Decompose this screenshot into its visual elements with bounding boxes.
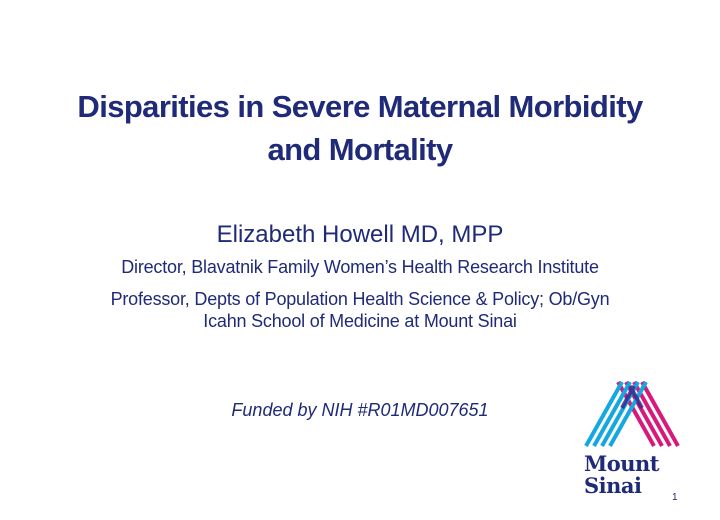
funding-note: Funded by NIH #R01MD007651 (231, 400, 489, 420)
affiliation-professor: Professor, Depts of Population Health Science & Policy; Ob/Gyn (110, 289, 610, 309)
mount-sinai-logo-icon (578, 378, 688, 450)
page-number: 1 (672, 492, 678, 503)
mount-sinai-logo (578, 378, 688, 508)
logo-line-2: Sinai (584, 473, 642, 498)
presenter-name: Elizabeth Howell MD, MPP (216, 221, 504, 248)
title-line-2: and Mortality (267, 132, 453, 167)
logo-line-1: Mount (584, 451, 659, 476)
affiliation-director: Director, Blavatnik Family Women’s Health Research Institute (121, 257, 599, 277)
title-line-1: Disparities in Severe Maternal Morbidity (77, 89, 643, 124)
logo-wordmark (584, 453, 659, 497)
slide-title (20, 85, 700, 171)
affiliation-school: Icahn School of Medicine at Mount Sinai (203, 311, 517, 331)
